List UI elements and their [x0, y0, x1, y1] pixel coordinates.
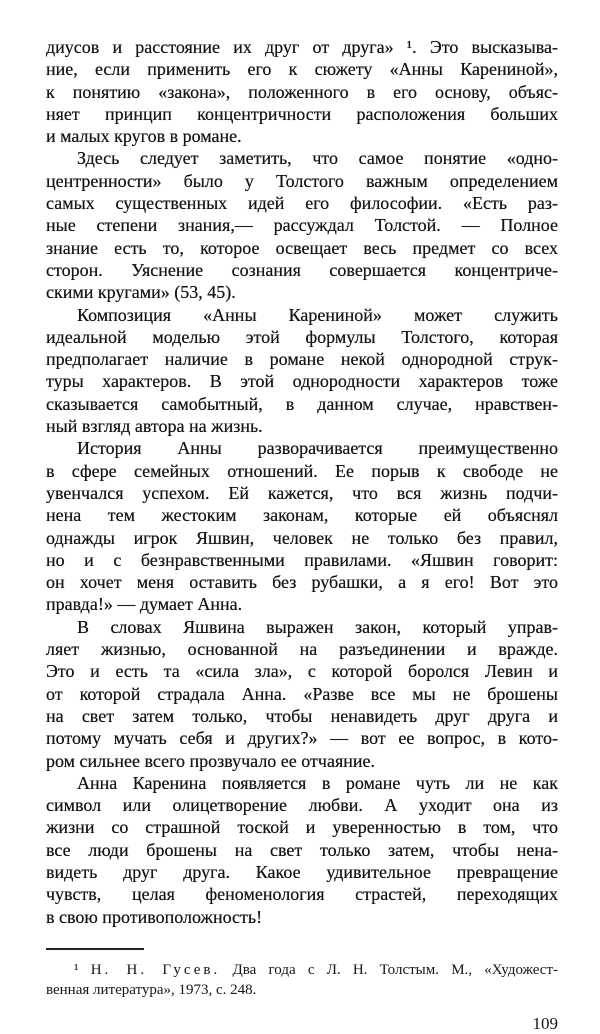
text-line: В словах Яшвина выражен закон, который управ- [77, 616, 558, 637]
text-line: в свою противоположность! [46, 906, 263, 927]
paragraph [46, 147, 558, 303]
text-line: ный взгляд автора на жизнь. [46, 416, 263, 437]
text-line: потому мучать себя и других?» — вот ее вопрос, в кото- [46, 728, 558, 749]
text-line: и малых кругов в романе. [46, 126, 242, 147]
text-line: История Анны разворачивается преимущественно [77, 438, 558, 459]
footnote-author: Н. Н. Гусев. [90, 961, 221, 978]
paragraph [46, 616, 558, 772]
text-line: жизни со страшной тоской и уверенностью в том, что [46, 817, 558, 838]
text-line: к понятию «закона», положенного в его основу, объяс- [46, 81, 558, 102]
text-line: скими кругами» (53, 45). [46, 282, 236, 303]
text-line: ние, если применить его к сюжету «Анны Карениной», [46, 59, 558, 80]
text-line: однажды игрок Яшвин, человек не только без правил, [46, 527, 558, 548]
paragraph [46, 772, 558, 928]
text-line: Анна Каренина появляется в романе чуть ли не как [77, 772, 558, 793]
text-line: он хочет меня оставить без рубашки, а я его! Вот это [46, 572, 558, 593]
text-line: но и с безнравственными правилами. «Яшвин говорит: [46, 549, 558, 570]
text-line: от которой страдала Анна. «Разве все мы не брошены [46, 683, 558, 704]
text-line: все люди брошены на свет только затем, чтобы нена- [46, 839, 558, 860]
footnote [46, 960, 558, 1000]
text-line: няет принцип концентричности расположения больших [46, 103, 558, 124]
text-line: в сфере семейных отношений. Ее порыв к свободе не [46, 460, 558, 481]
body-text [46, 36, 558, 928]
text-line: Это и есть та «сила зла», с которой боролся Левин и [46, 661, 558, 682]
text-line: знание есть то, которое освещает весь предмет со всех [46, 237, 558, 258]
text-line: символ или олицетворение любви. А уходит она из [46, 795, 558, 816]
text-line: ные степени знания,— рассуждал Толстой. — Полное [46, 215, 558, 236]
text-line: Здесь следует заметить, что самое понятие «одно- [77, 148, 558, 169]
text-line: чувств, целая феноменология страстей, переходящих [46, 884, 558, 905]
text-line: видеть друг друга. Какое удивительное превращение [46, 861, 558, 882]
paragraph [46, 304, 558, 438]
text-line: ляет жизнью, основанной на разъединении и вражде. [46, 639, 558, 660]
footnote-line: венная литература», 1973, с. 248. [46, 981, 257, 998]
text-line: центренности» было у Толстого важным определением [46, 170, 558, 191]
text-line: сказывается самобытный, в данном случае, нравствен- [46, 393, 558, 414]
text-line: сторон. Уяснение сознания совершается концентриче- [46, 259, 558, 280]
text-line: ром сильнее всего прозвучало ее отчаяние. [46, 750, 375, 771]
text-line: предполагает наличие в романе некой однородной струк- [46, 349, 558, 370]
text-line: Композиция «Анны Карениной» может служить [77, 304, 558, 325]
text-line: диусов и расстояние их друг от друга» ¹. Это высказыва- [46, 37, 558, 57]
text-line: на свет затем только, чтобы ненавидеть друг друга и [46, 705, 558, 726]
text-line: увенчался успехом. Ей кажется, что вся жизнь подчи- [46, 482, 558, 503]
paragraph [46, 36, 558, 147]
footnote-line [46, 960, 558, 980]
footnote-divider [46, 948, 144, 950]
footnote-marker: ¹ [74, 961, 79, 978]
text-line: самых существенных идей его философии. «Есть раз- [46, 193, 558, 214]
text-line: правда!» — думает Анна. [46, 594, 243, 615]
footnote-title: Два года с Л. Н. Толстым. М., «Художест- [232, 961, 559, 978]
text-line: туры характеров. В этой однородности характеров тоже [46, 371, 558, 392]
paragraph [46, 437, 558, 615]
text-line: идеальной моделью этой формулы Толстого, которая [46, 326, 558, 347]
text-line: нена тем жестоким законам, которые ей объяснял [46, 505, 558, 526]
page-number: 109 [532, 1013, 558, 1033]
